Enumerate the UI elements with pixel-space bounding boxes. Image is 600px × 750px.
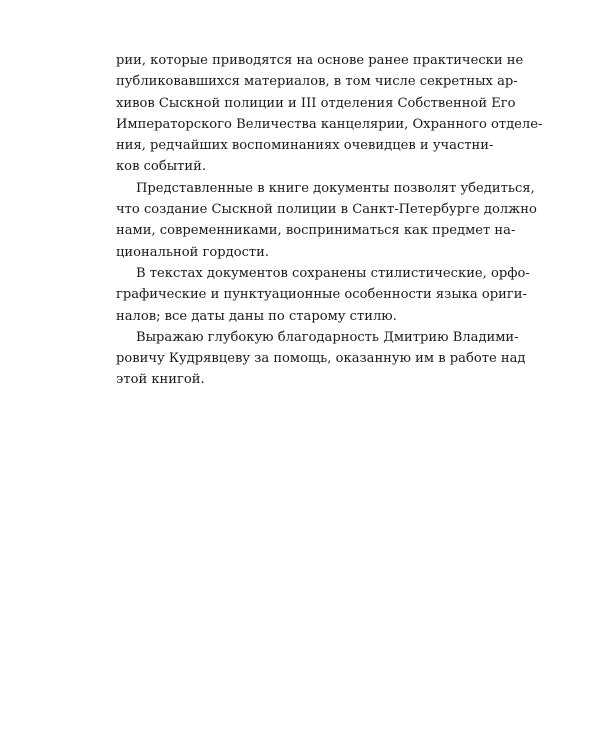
text-line: ровичу Кудрявцеву за помощь, оказанную им в работе над <box>116 351 526 367</box>
text-line: ния, редчайших воспоминаниях очевидцев и участни- <box>116 138 494 154</box>
text-line: публиковавшихся материалов, в том числе секретных ар- <box>116 74 518 90</box>
paragraph-1 <box>116 50 543 178</box>
text-line: Императорского Величества канцелярии, Охранного отделе- <box>116 116 543 132</box>
text-line: нами, современниками, восприниматься как предмет на- <box>116 223 516 239</box>
text-line: что создание Сыскной полиции в Санкт-Петербурге должно <box>116 202 537 218</box>
text-line: В текстах документов сохранены стилистические, орфо- <box>136 265 530 281</box>
paragraph-4 <box>116 327 526 391</box>
text-line: Выражаю глубокую благодарность Дмитрию Владими- <box>136 329 519 345</box>
text-line: рии, которые приводятся на основе ранее практически не <box>116 53 524 68</box>
text-line: этой книгой. <box>116 372 205 388</box>
text-line: ков событий. <box>116 159 206 175</box>
text-line: налов; все даты даны по старому стилю. <box>116 308 397 324</box>
paragraph-2 <box>116 178 537 263</box>
text-line: циональной гордости. <box>116 244 270 260</box>
body-text <box>116 50 543 391</box>
text-line: Представленные в книге документы позволят убедиться, <box>136 180 535 196</box>
text-line: хивов Сыскной полиции и III отделения Собственной Его <box>116 95 516 111</box>
text-line: графические и пунктуационные особенности языка ориги- <box>116 287 527 303</box>
paragraph-3 <box>116 263 530 327</box>
